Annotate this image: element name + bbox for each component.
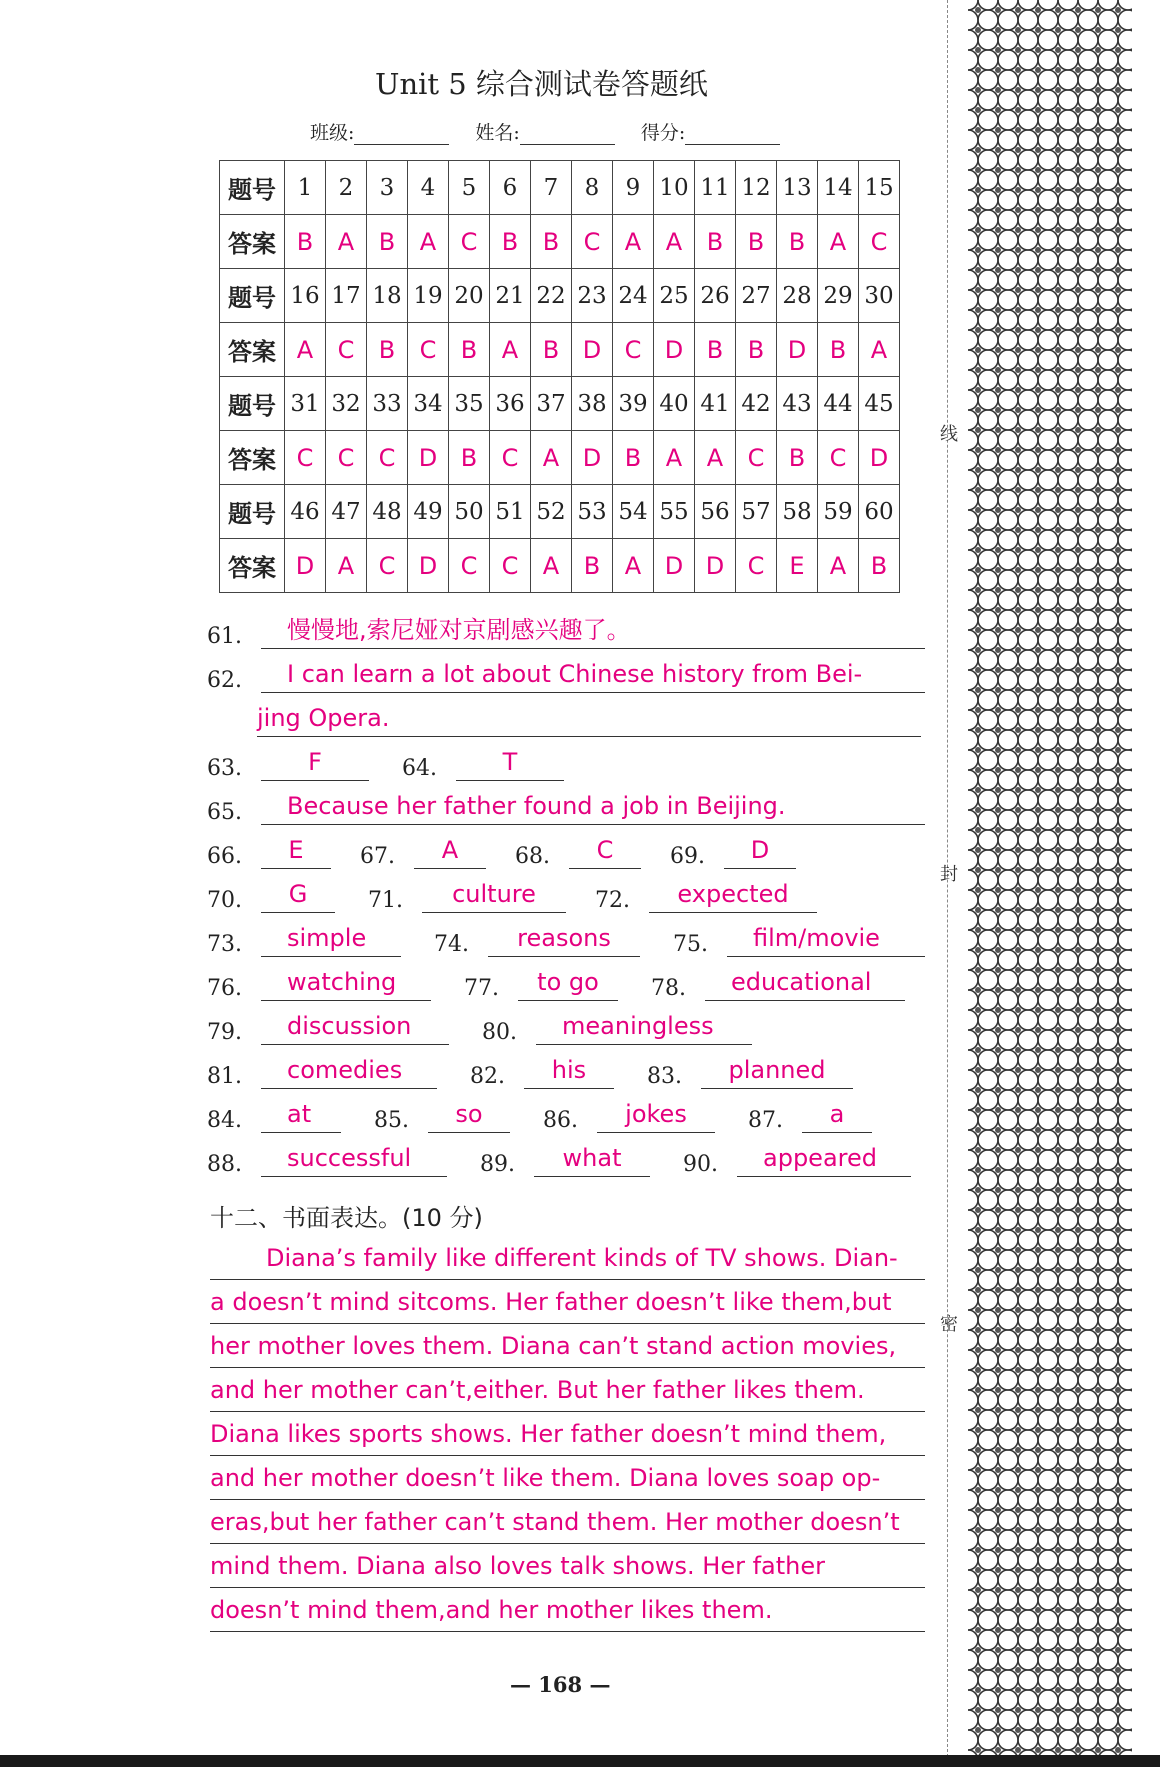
answer-89: what	[534, 1143, 650, 1177]
essay-line: Diana likes sports shows. Her father doesn’t mind them,	[210, 1412, 925, 1456]
answer-84: at	[261, 1099, 341, 1133]
grid-answer-row	[220, 215, 900, 269]
answer-87: a	[802, 1099, 872, 1133]
grid-answer-cell: B	[695, 323, 736, 377]
grid-answer-cell: E	[777, 539, 818, 593]
grid-number-cell: 23	[572, 269, 613, 323]
class-blank	[354, 126, 449, 145]
question-62-cont	[257, 703, 921, 743]
grid-number-cell: 58	[777, 485, 818, 539]
essay-line: and her mother can’t,either. But her father likes them.	[210, 1368, 925, 1412]
grid-answer-cell: B	[736, 323, 777, 377]
grid-number-cell: 24	[613, 269, 654, 323]
grid-answer-cell: C	[736, 539, 777, 593]
grid-answer-cell: A	[695, 431, 736, 485]
question-73-75: 73. simple 74. reasons 75. film/movie	[207, 923, 925, 963]
question-70-72: 70. G 71. culture 72. expected	[207, 879, 817, 919]
essay-line: Diana’s family like different kinds of TV shows. Dian-	[210, 1236, 925, 1280]
grid-number-cell: 55	[654, 485, 695, 539]
question-63-64: 63. F 64. T	[207, 747, 564, 787]
question-84-87: 84. at 85. so 86. jokes 87. a	[207, 1099, 872, 1139]
answer-78: educational	[705, 967, 905, 1001]
answer-67: A	[414, 835, 486, 869]
question-61: 61. 慢慢地,索尼娅对京剧感兴趣了。	[207, 615, 925, 655]
grid-answer-cell: C	[572, 215, 613, 269]
grid-number-cell: 8	[572, 161, 613, 215]
answer-72: expected	[649, 879, 817, 913]
grid-answer-cell: C	[490, 431, 531, 485]
grid-number-cell: 32	[326, 377, 367, 431]
grid-number-cell: 39	[613, 377, 654, 431]
answer-88: successful	[261, 1143, 447, 1177]
grid-answer-row	[220, 431, 900, 485]
grid-number-cell: 6	[490, 161, 531, 215]
grid-number-cell: 44	[818, 377, 859, 431]
grid-answer-cell: C	[859, 215, 900, 269]
grid-number-cell: 35	[449, 377, 490, 431]
grid-number-cell: 38	[572, 377, 613, 431]
grid-answer-cell: B	[818, 323, 859, 377]
grid-answer-cell: C	[367, 431, 408, 485]
grid-number-cell: 29	[818, 269, 859, 323]
grid-number-cell: 22	[531, 269, 572, 323]
grid-answer-cell: A	[326, 539, 367, 593]
grid-number-cell: 42	[736, 377, 777, 431]
grid-answer-cell: A	[531, 539, 572, 593]
grid-answer-cell: A	[654, 431, 695, 485]
answer-73: simple	[261, 923, 401, 957]
grid-number-row	[220, 377, 900, 431]
answer-85: so	[428, 1099, 510, 1133]
essay-line: her mother loves them. Diana can’t stand action movies,	[210, 1324, 925, 1368]
answer-75: film/movie	[727, 923, 925, 957]
grid-answer-row	[220, 539, 900, 593]
grid-number-cell: 54	[613, 485, 654, 539]
grid-answer-cell: A	[818, 539, 859, 593]
grid-number-cell: 33	[367, 377, 408, 431]
grid-answer-cell: B	[449, 431, 490, 485]
answer-68: C	[569, 835, 641, 869]
question-79-80: 79. discussion 80. meaningless	[207, 1011, 752, 1051]
grid-number-row	[220, 485, 900, 539]
grid-number-cell: 30	[859, 269, 900, 323]
grid-answer-cell: B	[613, 431, 654, 485]
question-88-90: 88. successful 89. what 90. appeared	[207, 1143, 911, 1183]
writing-essay	[210, 1236, 925, 1632]
grid-answer-cell: B	[367, 215, 408, 269]
grid-answer-cell: B	[777, 215, 818, 269]
grid-answer-cell: A	[490, 323, 531, 377]
grid-number-label: 题号	[220, 161, 285, 215]
question-62: 62. I can learn a lot about Chinese history from Bei-	[207, 659, 925, 699]
grid-number-cell: 10	[654, 161, 695, 215]
grid-number-cell: 49	[408, 485, 449, 539]
grid-number-cell: 46	[285, 485, 326, 539]
grid-answer-cell: B	[490, 215, 531, 269]
answer-90: appeared	[737, 1143, 911, 1177]
answer-65: Because her father found a job in Beijing.	[261, 791, 925, 825]
page-number: — 168 —	[510, 1672, 611, 1697]
grid-answer-cell: D	[408, 539, 449, 593]
writing-heading: 十二、书面表达。(10 分)	[210, 1204, 483, 1232]
grid-answer-cell: D	[654, 539, 695, 593]
grid-answer-cell: A	[613, 539, 654, 593]
grid-number-cell: 53	[572, 485, 613, 539]
grid-number-cell: 57	[736, 485, 777, 539]
grid-answer-cell: A	[285, 323, 326, 377]
grid-answer-label: 答案	[220, 539, 285, 593]
answer-69: D	[724, 835, 796, 869]
grid-answer-cell: D	[572, 323, 613, 377]
grid-answer-cell: D	[285, 539, 326, 593]
grid-number-cell: 21	[490, 269, 531, 323]
question-66-69: 66. E 67. A 68. C 69. D	[207, 835, 796, 875]
question-81-83: 81. comedies 82. his 83. planned	[207, 1055, 853, 1095]
bottom-bar	[0, 1755, 1160, 1767]
grid-number-cell: 9	[613, 161, 654, 215]
grid-number-cell: 60	[859, 485, 900, 539]
answer-63: F	[261, 747, 369, 781]
grid-number-cell: 43	[777, 377, 818, 431]
grid-answer-cell: B	[777, 431, 818, 485]
grid-answer-cell: A	[613, 215, 654, 269]
grid-number-cell: 20	[449, 269, 490, 323]
grid-number-cell: 51	[490, 485, 531, 539]
grid-answer-cell: A	[531, 431, 572, 485]
grid-answer-cell: C	[326, 431, 367, 485]
grid-number-cell: 17	[326, 269, 367, 323]
grid-number-cell: 5	[449, 161, 490, 215]
grid-number-cell: 13	[777, 161, 818, 215]
grid-number-row	[220, 269, 900, 323]
grid-answer-cell: B	[572, 539, 613, 593]
grid-number-cell: 25	[654, 269, 695, 323]
grid-answer-cell: C	[449, 539, 490, 593]
grid-number-cell: 27	[736, 269, 777, 323]
grid-answer-row	[220, 323, 900, 377]
grid-number-cell: 41	[695, 377, 736, 431]
grid-answer-cell: C	[449, 215, 490, 269]
grid-answer-cell: B	[859, 539, 900, 593]
grid-answer-cell: B	[367, 323, 408, 377]
grid-answer-cell: D	[654, 323, 695, 377]
grid-number-cell: 34	[408, 377, 449, 431]
grid-answer-cell: D	[777, 323, 818, 377]
grid-number-cell: 15	[859, 161, 900, 215]
grid-answer-cell: C	[285, 431, 326, 485]
answer-grid	[219, 160, 900, 593]
grid-number-cell: 2	[326, 161, 367, 215]
class-field: 班级:	[310, 118, 449, 145]
grid-answer-label: 答案	[220, 323, 285, 377]
grid-answer-cell: C	[490, 539, 531, 593]
essay-line: mind them. Diana also loves talk shows. Her father	[210, 1544, 925, 1588]
answer-70: G	[261, 879, 335, 913]
essay-line: doesn’t mind them,and her mother likes them.	[210, 1588, 925, 1632]
grid-answer-cell: B	[736, 215, 777, 269]
grid-number-cell: 37	[531, 377, 572, 431]
grid-answer-cell: D	[408, 431, 449, 485]
page-title: Unit 5 综合测试卷答题纸	[375, 67, 708, 101]
student-info	[310, 118, 780, 145]
grid-number-cell: 19	[408, 269, 449, 323]
answer-66: E	[261, 835, 331, 869]
answer-61: 慢慢地,索尼娅对京剧感兴趣了。	[261, 615, 925, 649]
grid-answer-cell: A	[408, 215, 449, 269]
grid-number-cell: 26	[695, 269, 736, 323]
grid-number-cell: 4	[408, 161, 449, 215]
grid-number-cell: 40	[654, 377, 695, 431]
score-blank	[685, 126, 780, 145]
answer-62-line1: I can learn a lot about Chinese history from Bei-	[261, 659, 925, 693]
name-blank	[520, 126, 615, 145]
grid-number-cell: 50	[449, 485, 490, 539]
grid-number-label: 题号	[220, 485, 285, 539]
binding-char-line: 线	[940, 424, 958, 445]
grid-number-cell: 56	[695, 485, 736, 539]
grid-number-cell: 18	[367, 269, 408, 323]
grid-answer-cell: D	[572, 431, 613, 485]
grid-number-cell: 7	[531, 161, 572, 215]
answer-76: watching	[261, 967, 431, 1001]
pattern-svg	[968, 0, 1132, 1755]
grid-answer-cell: C	[613, 323, 654, 377]
answer-86: jokes	[597, 1099, 715, 1133]
answer-82: his	[524, 1055, 614, 1089]
question-76-78: 76. watching 77. to go 78. educational	[207, 967, 905, 1007]
grid-answer-cell: A	[859, 323, 900, 377]
score-field: 得分:	[641, 118, 780, 145]
grid-number-label: 题号	[220, 377, 285, 431]
grid-answer-cell: B	[449, 323, 490, 377]
grid-number-cell: 52	[531, 485, 572, 539]
grid-number-cell: 14	[818, 161, 859, 215]
grid-number-cell: 59	[818, 485, 859, 539]
grid-answer-cell: A	[326, 215, 367, 269]
grid-answer-cell: C	[367, 539, 408, 593]
answer-81: comedies	[261, 1055, 437, 1089]
grid-answer-label: 答案	[220, 215, 285, 269]
grid-number-cell: 36	[490, 377, 531, 431]
grid-answer-cell: C	[818, 431, 859, 485]
grid-number-cell: 48	[367, 485, 408, 539]
grid-answer-label: 答案	[220, 431, 285, 485]
answer-62-line2: jing Opera.	[257, 703, 921, 737]
grid-number-cell: 47	[326, 485, 367, 539]
essay-line: eras,but her father can’t stand them. Her mother doesn’t	[210, 1500, 925, 1544]
name-field: 姓名:	[475, 118, 614, 145]
grid-number-cell: 16	[285, 269, 326, 323]
answer-83: planned	[701, 1055, 853, 1089]
essay-line: a doesn’t mind sitcoms. Her father doesn’t like them,but	[210, 1280, 925, 1324]
answer-64: T	[456, 747, 564, 781]
grid-answer-cell: C	[736, 431, 777, 485]
grid-number-cell: 28	[777, 269, 818, 323]
grid-answer-cell: B	[531, 215, 572, 269]
grid-answer-cell: C	[326, 323, 367, 377]
answer-77: to go	[518, 967, 618, 1001]
decorative-pattern	[968, 0, 1132, 1755]
grid-number-cell: 12	[736, 161, 777, 215]
grid-answer-cell: B	[695, 215, 736, 269]
grid-number-row	[220, 161, 900, 215]
binding-char-seal: 封	[940, 864, 958, 885]
answer-74: reasons	[488, 923, 640, 957]
grid-number-label: 题号	[220, 269, 285, 323]
grid-answer-cell: C	[408, 323, 449, 377]
grid-number-cell: 45	[859, 377, 900, 431]
grid-number-cell: 11	[695, 161, 736, 215]
grid-number-cell: 1	[285, 161, 326, 215]
question-65: 65. Because her father found a job in Beijing.	[207, 791, 925, 831]
grid-answer-cell: D	[695, 539, 736, 593]
grid-answer-cell: B	[285, 215, 326, 269]
binding-char-secret: 密	[940, 1314, 958, 1335]
grid-answer-cell: D	[859, 431, 900, 485]
grid-number-cell: 31	[285, 377, 326, 431]
grid-answer-cell: A	[818, 215, 859, 269]
grid-number-cell: 3	[367, 161, 408, 215]
answer-80: meaningless	[536, 1011, 752, 1045]
answer-79: discussion	[261, 1011, 449, 1045]
essay-line: and her mother doesn’t like them. Diana loves soap op-	[210, 1456, 925, 1500]
grid-answer-cell: A	[654, 215, 695, 269]
grid-answer-cell: B	[531, 323, 572, 377]
answer-71: culture	[422, 879, 566, 913]
